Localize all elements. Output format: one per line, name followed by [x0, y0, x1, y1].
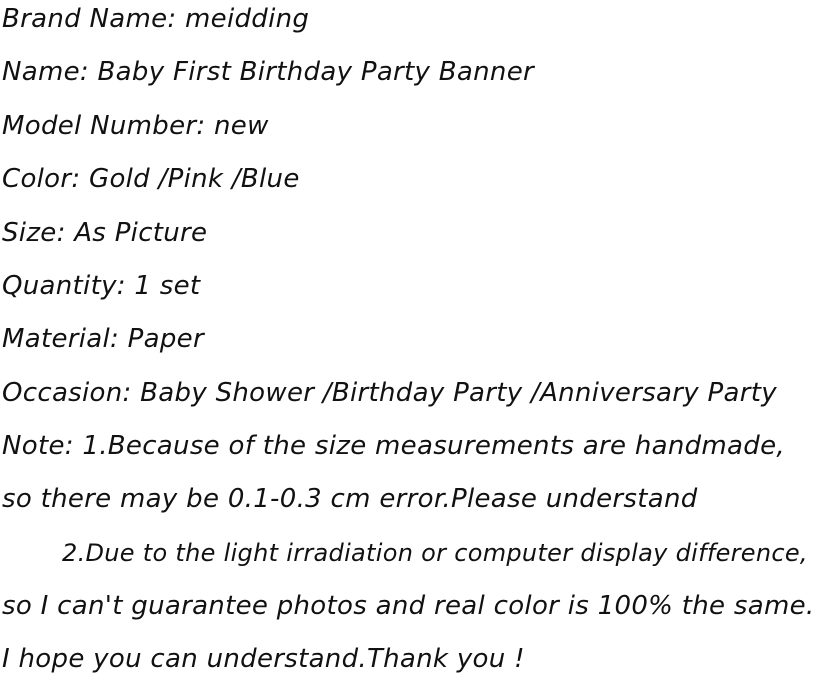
brand-name-line: Brand Name: meidding — [2, 4, 310, 34]
note-line-3: 2.Due to the light irradiation or computer display difference, — [62, 539, 808, 567]
occasion-line: Occasion: Baby Shower /Birthday Party /Anniversary Party — [2, 378, 777, 408]
note-line-4: so I can't guarantee photos and real color is 100% the same. — [2, 591, 815, 621]
product-name-line: Name: Baby First Birthday Party Banner — [2, 57, 534, 87]
note-line-5: I hope you can understand.Thank you ! — [2, 644, 525, 674]
model-number-line: Model Number: new — [2, 111, 269, 141]
note-line-2: so there may be 0.1-0.3 cm error.Please understand — [2, 484, 698, 514]
note-line-1: Note: 1.Because of the size measurements are handmade, — [2, 431, 785, 461]
size-line: Size: As Picture — [2, 218, 208, 248]
quantity-line: Quantity: 1 set — [2, 271, 201, 301]
color-line: Color: Gold /Pink /Blue — [2, 164, 300, 194]
material-line: Material: Paper — [2, 324, 204, 354]
